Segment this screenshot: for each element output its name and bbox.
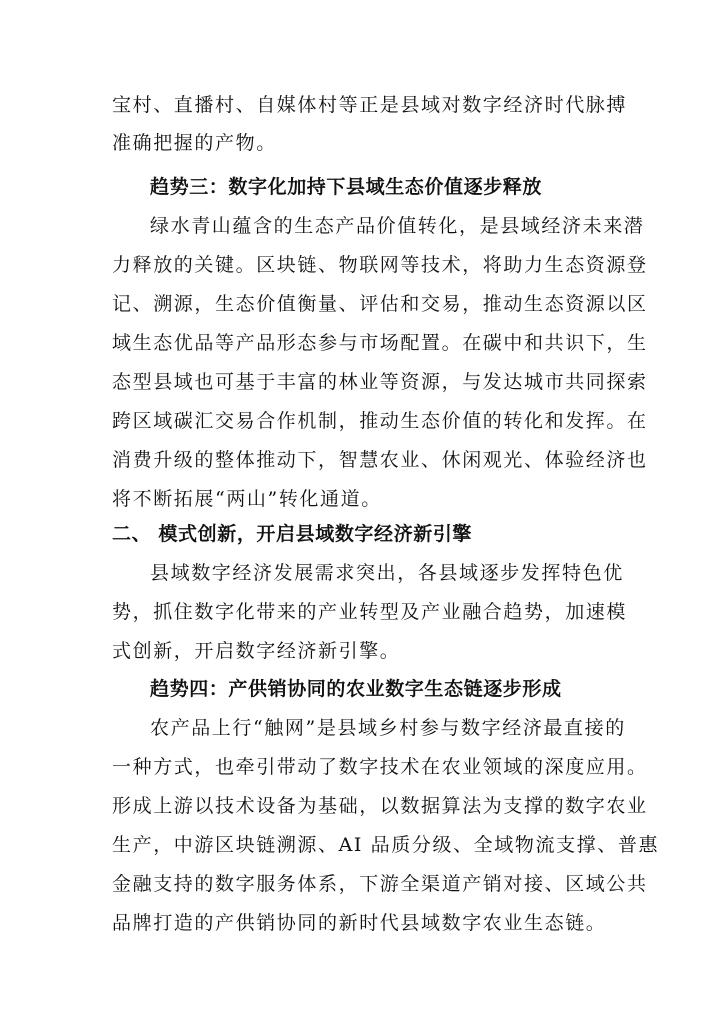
- paragraph-line: 一种方式，也牵引带动了数字技术在农业领域的深度应用。: [112, 756, 648, 778]
- paragraph-line: 形成上游以技术设备为基础，以数据算法为支撑的数字农业: [112, 795, 648, 817]
- paragraph-line: 消费升级的整体推动下，智慧农业、休闲观光、体验经济也: [112, 449, 648, 471]
- paragraph-line: 生产，中游区块链溯源、AI 品质分级、全域物流支撑、普惠: [112, 834, 660, 856]
- paragraph-line: 力释放的关键。区块链、物联网等技术，将助力生态资源登: [112, 254, 648, 276]
- paragraph-line: 式创新，开启数字经济新引擎。: [112, 640, 401, 662]
- paragraph-line: 域生态优品等产品形态参与市场配置。在碳中和共识下，生: [112, 332, 648, 354]
- paragraph-line: 记、溯源，生态价值衡量、评估和交易，推动生态资源以区: [112, 293, 648, 315]
- paragraph-line: 宝村、直播村、自媒体村等正是县域对数字经济时代脉搏: [112, 94, 628, 116]
- trend-three-heading: 趋势三：数字化加持下县域生态价值逐步释放: [150, 176, 543, 198]
- paragraph-line: 绿水青山蕴含的生态产品价值转化，是县域经济未来潜: [150, 215, 645, 237]
- paragraph-line: 准确把握的产物。: [112, 132, 277, 154]
- paragraph-line: 将不断拓展“两山”转化通道。: [112, 488, 382, 510]
- trend-four-heading: 趋势四：产供销协同的农业数字生态链逐步形成: [150, 678, 562, 700]
- paragraph-line: 县域数字经济发展需求突出，各县域逐步发挥特色优: [150, 562, 624, 584]
- paragraph-line: 品牌打造的产供销协同的新时代县域数字农业生态链。: [112, 912, 607, 934]
- paragraph-line: 金融支持的数字服务体系，下游全渠道产销对接、区域公共: [112, 873, 648, 895]
- paragraph-line: 农产品上行“触网”是县域乡村参与数字经济最直接的: [150, 717, 626, 739]
- paragraph-line: 态型县域也可基于丰富的林业等资源，与发达城市共同探索: [112, 371, 648, 393]
- section-two-heading: 二、 模式创新，开启县域数字经济新引擎: [112, 523, 473, 545]
- paragraph-line: 势，抓住数字化带来的产业转型及产业融合趋势，加速模: [112, 601, 628, 623]
- paragraph-line: 跨区域碳汇交易合作机制，推动生态价值的转化和发挥。在: [112, 410, 648, 432]
